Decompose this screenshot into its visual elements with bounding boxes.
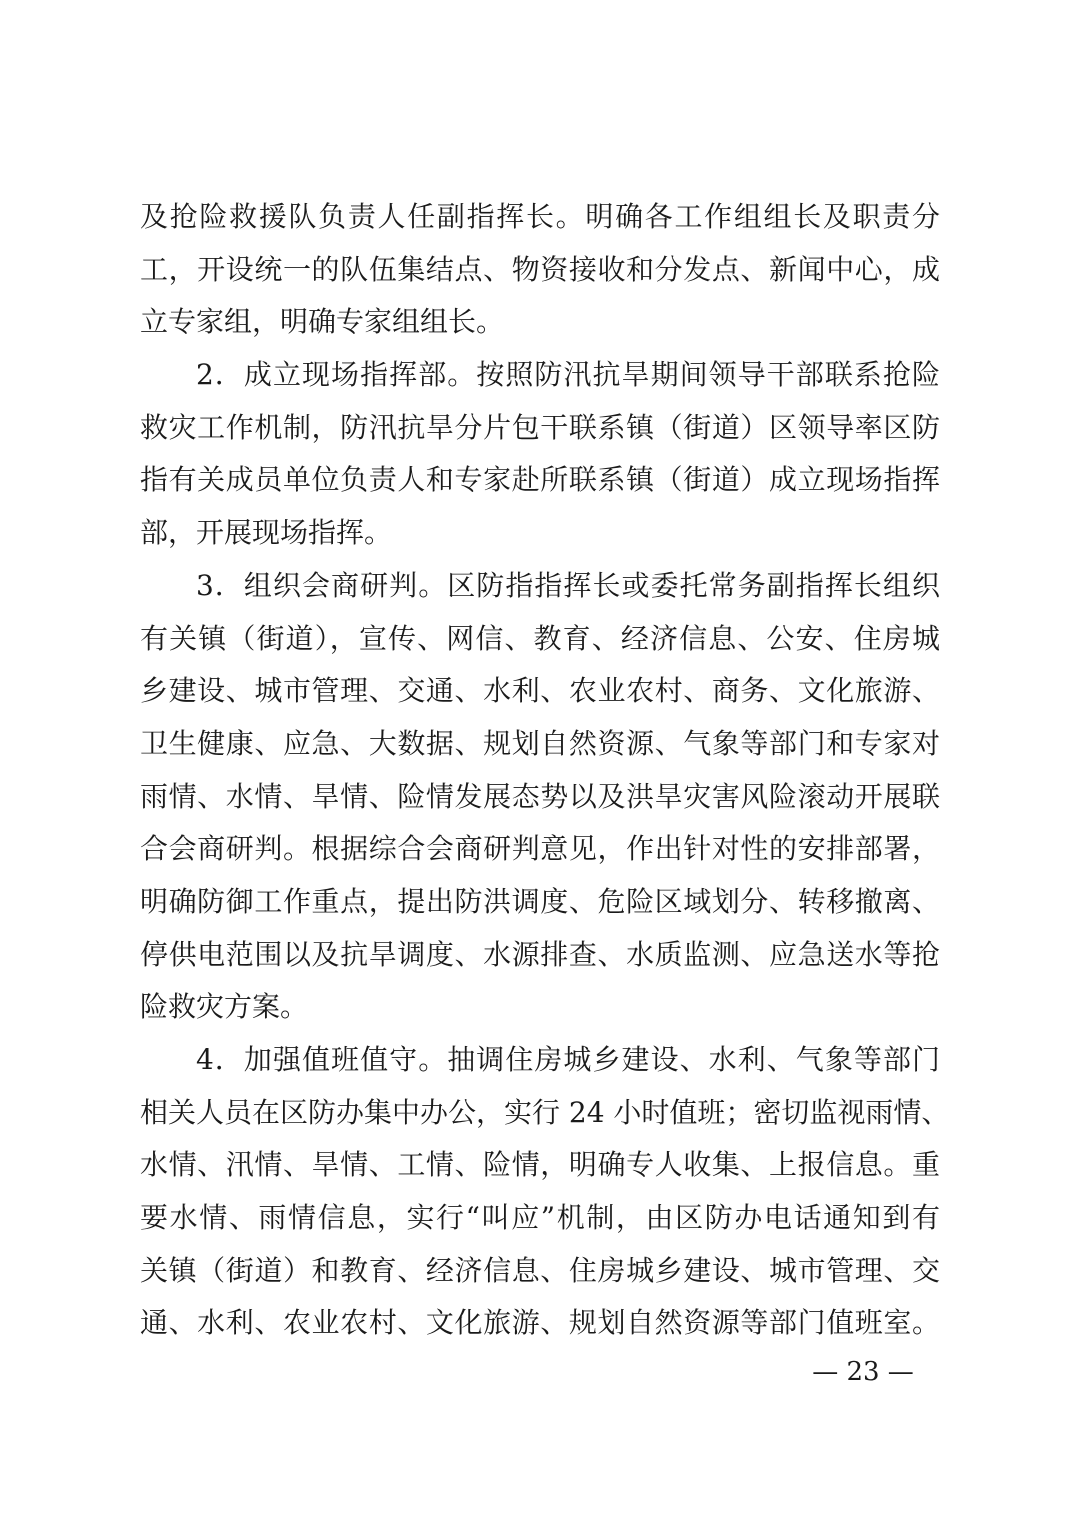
paragraph-4-line-2: 相关人员在区防办集中办公，实行 24 小时值班；密切监视雨情、 — [140, 1095, 950, 1129]
paragraph-1-line-1: 及抢险救援队负责人任副指挥长。明确各工作组组长及职责分 — [140, 200, 940, 233]
paragraph-3-line-3: 乡建设、城市管理、交通、水利、农业农村、商务、文化旅游、 — [140, 674, 940, 708]
paragraph-3-line-6: 合会商研判。根据综合会商研判意见，作出针对性的安排部署， — [140, 832, 940, 866]
paragraph-2-line-1: 2．成立现场指挥部。按照防汛抗旱期间领导干部联系抢险 — [196, 358, 940, 392]
paragraph-3-line-8: 停供电范围以及抗旱调度、水源排查、水质监测、应急送水等抢 — [140, 937, 940, 971]
paragraph-4-line-3: 水情、汛情、旱情、工情、险情，明确专人收集、上报信息。重 — [140, 1148, 940, 1182]
paragraph-3-line-4: 卫生健康、应急、大数据、规划自然资源、气象等部门和专家对 — [140, 726, 940, 760]
paragraph-2-line-2: 救灾工作机制，防汛抗旱分片包干联系镇（街道）区领导率区防 — [140, 410, 940, 444]
paragraph-3-line-1: 3．组织会商研判。区防指指挥长或委托常务副指挥长组织 — [196, 568, 940, 602]
paragraph-4-line-4: 要水情、雨情信息，实行“叫应”机制，由区防办电话通知到有 — [140, 1201, 940, 1235]
page-number: — 23 — — [812, 1357, 914, 1387]
paragraph-3-line-5: 雨情、水情、旱情、险情发展态势以及洪旱灾害风险滚动开展联 — [140, 779, 940, 813]
paragraph-4-line-1: 4．加强值班值守。抽调住房城乡建设、水利、气象等部门 — [196, 1043, 940, 1076]
paragraph-2-line-3: 指有关成员单位负责人和专家赴所联系镇（街道）成立现场指挥 — [140, 463, 940, 497]
paragraph-4-line-6: 通、水利、农业农村、文化旅游、规划自然资源等部门值班室。 — [140, 1306, 940, 1340]
paragraph-3-line-7: 明确防御工作重点，提出防洪调度、危险区域划分、转移撤离、 — [140, 884, 940, 918]
paragraph-1-line-3: 立专家组，明确专家组组长。 — [140, 305, 505, 339]
paragraph-1-line-2: 工，开设统一的队伍集结点、物资接收和分发点、新闻中心，成 — [140, 252, 940, 286]
paragraph-3-line-9: 险救灾方案。 — [140, 990, 309, 1024]
paragraph-4-line-5: 关镇（街道）和教育、经济信息、住房城乡建设、城市管理、交 — [140, 1253, 940, 1287]
paragraph-3-line-2: 有关镇（街道），宣传、网信、教育、经济信息、公安、住房城 — [140, 621, 940, 655]
body-text — [140, 191, 950, 1350]
paragraph-2-line-4: 部，开展现场指挥。 — [140, 516, 393, 550]
